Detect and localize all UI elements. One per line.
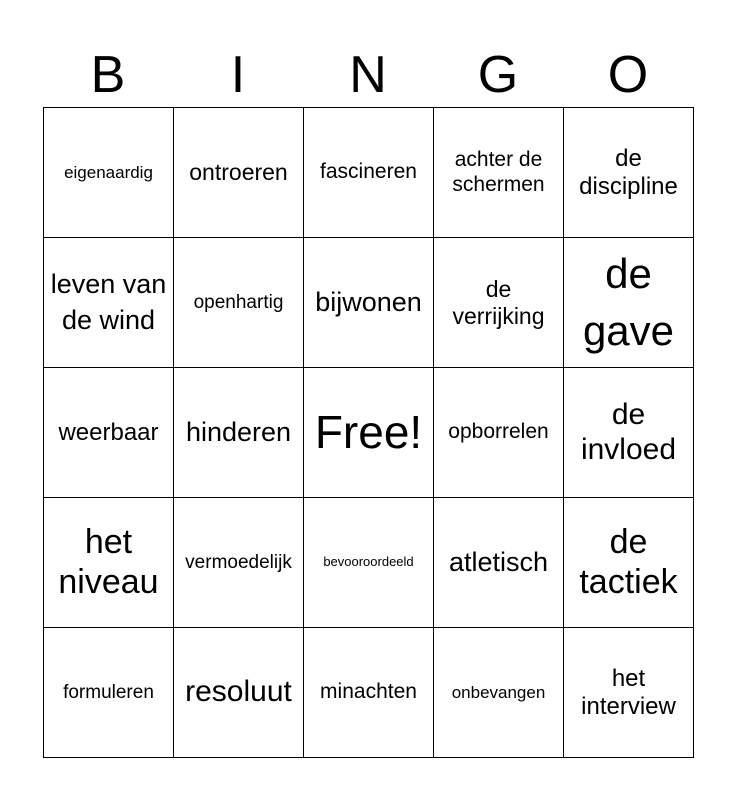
bingo-cell[interactable]: weerbaar — [44, 368, 174, 498]
bingo-cell[interactable]: onbevangen — [434, 628, 564, 758]
bingo-cell[interactable]: formuleren — [44, 628, 174, 758]
bingo-cell[interactable]: de gave — [564, 238, 694, 368]
bingo-board — [43, 107, 694, 758]
bingo-cell[interactable]: het interview — [564, 628, 694, 758]
bingo-cell[interactable]: opborrelen — [434, 368, 564, 498]
header-letter-b: B — [90, 46, 126, 104]
free-space-cell[interactable]: Free! — [304, 368, 434, 498]
bingo-cell[interactable]: de tactiek — [564, 498, 694, 628]
bingo-cell[interactable]: minachten — [304, 628, 434, 758]
bingo-cell[interactable]: openhartig — [174, 238, 304, 368]
bingo-cell[interactable]: de discipline — [564, 108, 694, 238]
bingo-cell[interactable]: fascineren — [304, 108, 434, 238]
bingo-cell[interactable]: eigenaardig — [44, 108, 174, 238]
bingo-cell[interactable]: bijwonen — [304, 238, 434, 368]
bingo-cell[interactable]: achter de schermen — [434, 108, 564, 238]
bingo-cell[interactable]: atletisch — [434, 498, 564, 628]
bingo-cell[interactable]: ontroeren — [174, 108, 304, 238]
bingo-cell[interactable]: de verrijking — [434, 238, 564, 368]
bingo-cell[interactable]: vermoedelijk — [174, 498, 304, 628]
bingo-cell[interactable]: hinderen — [174, 368, 304, 498]
bingo-cell[interactable]: bevooroordeeld — [304, 498, 434, 628]
header-letter-g: G — [477, 46, 519, 104]
bingo-cell[interactable]: resoluut — [174, 628, 304, 758]
header-letter-i: I — [230, 46, 246, 104]
bingo-cell[interactable]: de invloed — [564, 368, 694, 498]
header-letter-o: O — [607, 46, 649, 104]
header-letter-n: N — [349, 46, 387, 104]
bingo-cell[interactable]: leven van de wind — [44, 238, 174, 368]
bingo-header — [43, 42, 693, 108]
bingo-cell[interactable]: het niveau — [44, 498, 174, 628]
